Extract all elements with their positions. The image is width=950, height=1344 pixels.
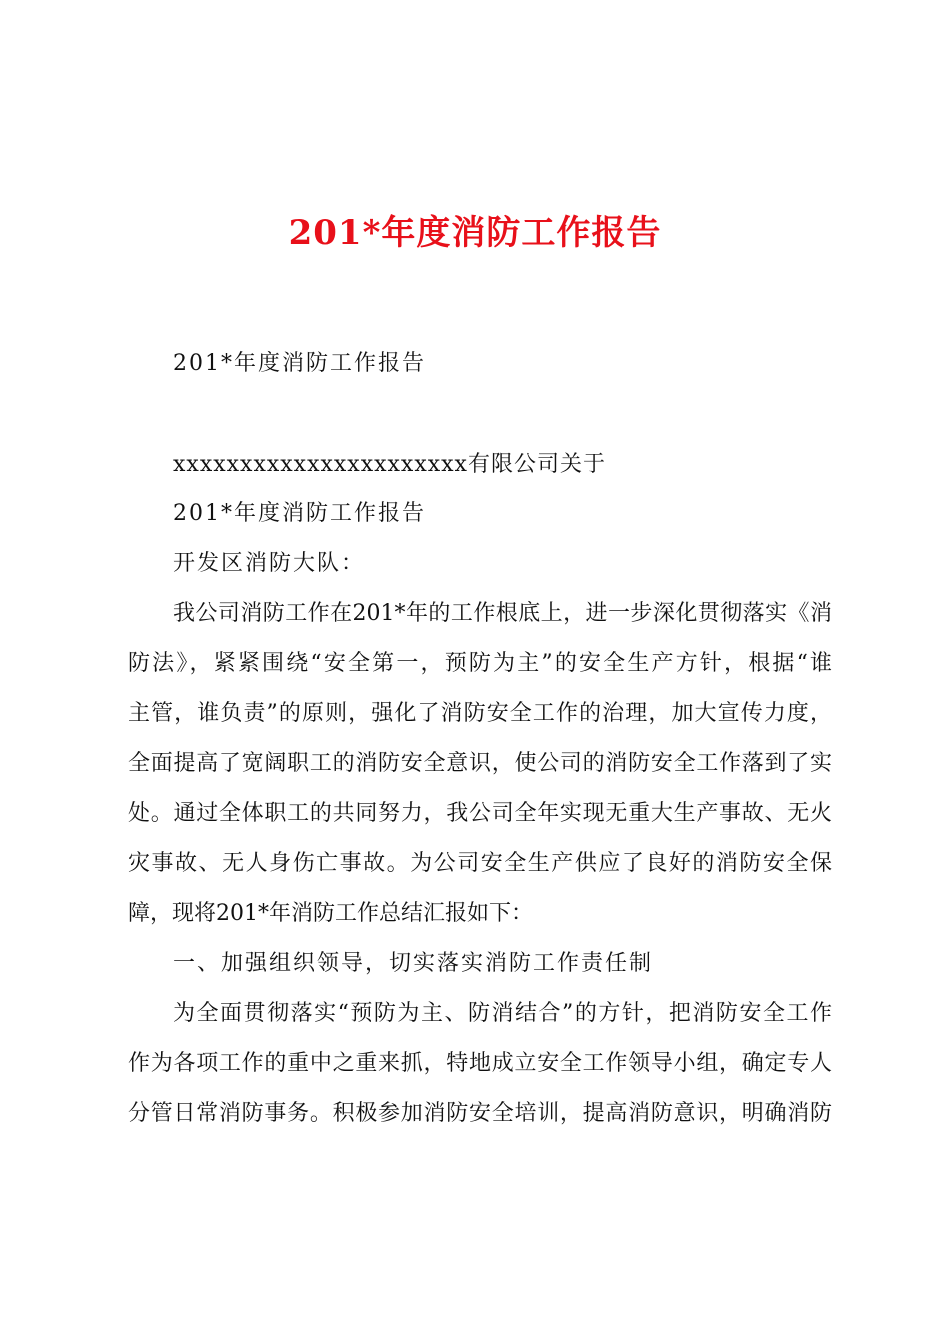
paragraph-line: 全面提高了宽阔职工的消防安全意识，使公司的消防安全工作落到了实 <box>128 751 832 776</box>
paragraph-line: 为全面贯彻落实“预防为主、防消结合”的方针，把消防安全工作 <box>173 1001 832 1026</box>
paragraph-line: 作为各项工作的重中之重来抓，特地成立安全工作领导小组，确定专人 <box>128 1051 832 1076</box>
paragraph-line: 分管日常消防事务。积极参加消防安全培训，提高消防意识，明确消防 <box>128 1101 832 1126</box>
paragraph-line: 处。通过全体职工的共同努力，我公司全年实现无重大生产事故、无火 <box>128 801 832 826</box>
company-line: xxxxxxxxxxxxxxxxxxxxxx有限公司关于 <box>173 452 606 477</box>
paragraph-2 <box>128 998 832 1148</box>
addressee-line: 开发区消防大队： <box>173 551 366 576</box>
paragraph-line: 灾事故、无人身伤亡事故。为公司安全生产供应了良好的消防安全保 <box>128 851 832 876</box>
report-line: 201*年度消防工作报告 <box>173 501 426 526</box>
paragraph-1 <box>128 598 832 948</box>
document-subtitle: 201*年度消防工作报告 <box>173 351 426 376</box>
document-title: 201*年度消防工作报告 <box>288 213 662 253</box>
paragraph-line: 障，现将201*年消防工作总结汇报如下： <box>128 901 533 926</box>
section-heading: 一、加强组织领导，切实落实消防工作责任制 <box>173 951 654 976</box>
paragraph-line: 防法》，紧紧围绕“安全第一，预防为主”的安全生产方针，根据“谁 <box>128 651 832 676</box>
paragraph-line: 我公司消防工作在201*年的工作根底上，进一步深化贯彻落实《消 <box>173 601 832 626</box>
paragraph-line: 主管，谁负责”的原则，强化了消防安全工作的治理，加大宣传力度， <box>128 701 832 726</box>
